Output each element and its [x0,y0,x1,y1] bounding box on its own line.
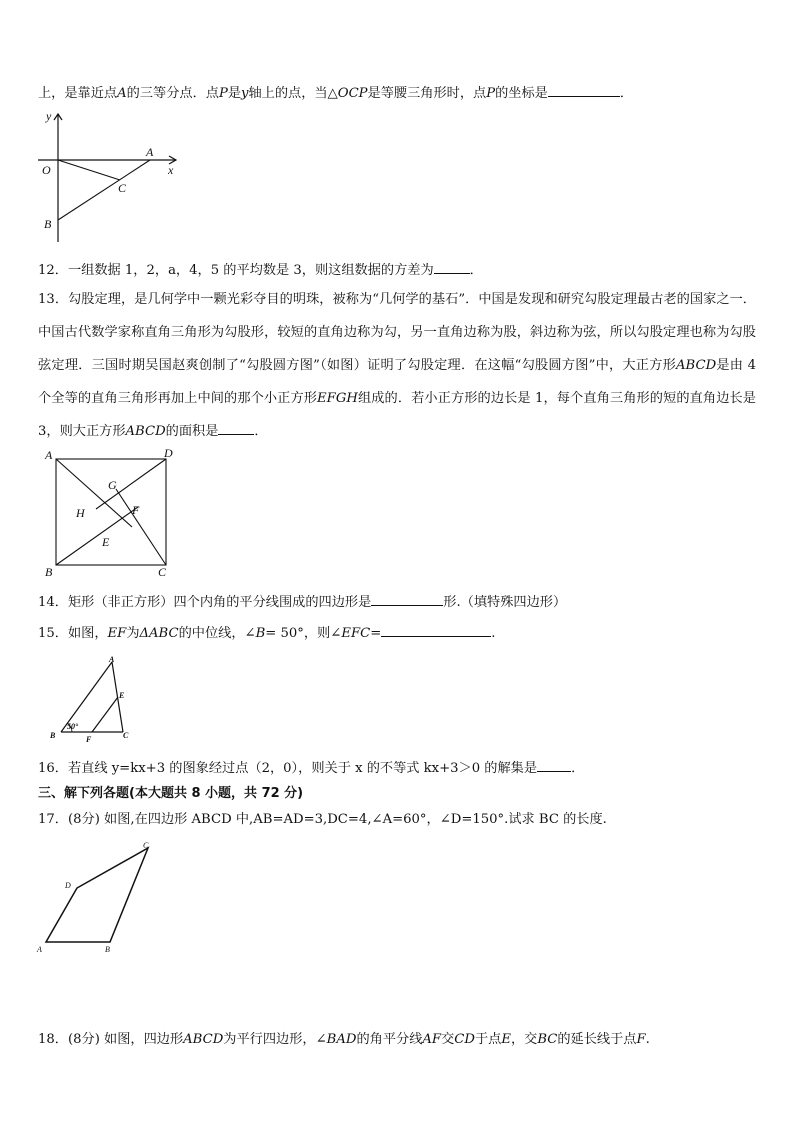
q13-part1: 13．勾股定理，是几何学中一颗光彩夺目的明珠，被称为“几何学的基石”．中国是发现和研究勾股定理最古老的国家之一．中国古代数学家称直角三角形为勾股形，较短的直角边称为勾，另一直角边称为股，斜边称为弦，所以勾股定理也称为勾股弦定理．三国时期吴国赵爽创制了“勾股圆方图”（如图）证明了勾股定理．在这幅“勾股圆方图”中，大正方形 [38,292,756,373]
q18-part7: 的延长线于点 [557,1032,637,1047]
q13-text [38,283,756,448]
q11-part4: 轴上的点，当△ [248,86,338,101]
q14-part2: 形.（填特殊四边形） [443,595,567,610]
q15-part3: 的中位线，∠ [178,626,256,641]
q15-triangle: ΔABC [139,626,179,641]
fig13-label-a: A [45,448,53,462]
q12-end: ． [469,263,483,278]
q15-part2: 为 [126,626,140,641]
fig13-label-f: F [132,503,140,517]
q15-part4: = 50°，则∠ [265,626,342,641]
fig13-label-g: G [108,478,117,492]
q18-part5: 于点 [474,1032,502,1047]
fig13-label-d: D [164,446,173,460]
q11-end: ． [619,86,634,101]
q11-text [38,84,633,103]
q15-text [38,624,495,643]
q13-efgh: EFGH [317,391,358,406]
q13-abcd: ABCD [676,358,717,373]
fig15-label-e: E [119,691,125,700]
fig13-label-e: E [102,535,110,549]
q14-part1: 14．矩形（非正方形）四个内角的平分线围成的四边形是 [38,595,372,610]
q18-part1: 18．(8分) 如图，四边形 [38,1032,184,1047]
q13-abcd2: ABCD [125,424,166,439]
q18-text [38,1031,650,1049]
fig13-label-h: H [76,506,85,520]
q11-triangle: OCP [337,86,368,101]
q18-part6: ，交 [510,1032,538,1047]
fig17-label-c: C [143,841,149,850]
q13-answer-blank[interactable] [218,422,254,435]
fig15-label-c: C [123,731,129,740]
q18-bad: BAD [326,1032,357,1047]
q18-end: . [645,1032,650,1047]
q11-point-a: A [117,86,127,101]
q13-part3: 组成的．若小正方形的边长是 1，每个直角三角形的短的直角边长是 3，则大正方形 [38,391,756,439]
q11-answer-blank[interactable] [548,84,620,97]
q17-quadrilateral-figure [34,836,164,956]
q11-part3: 是 [227,86,242,101]
q12-body: 12．一组数据 1，2，a，4，5 的平均数是 3，则这组数据的方差为 [38,263,434,278]
q15-triangle-figure [45,652,145,742]
fig13-label-c: C [158,565,167,579]
q12-answer-blank[interactable] [434,261,470,274]
fig15-label-angle: 50° [67,722,79,731]
section-3-heading: 三、解下列各题(本大题共 8 小题，共 72 分) [38,786,304,801]
q16-answer-blank[interactable] [537,759,571,772]
q11-part1: 上，是靠近点 [38,86,118,101]
fig11-label-o: O [42,163,51,177]
fig17-label-d: D [65,881,71,890]
fig17-label-a: A [37,945,42,954]
q15-ef: EF [107,626,127,641]
q11-axis-y: y [241,86,249,101]
q18-f: F [636,1032,646,1047]
fig15-label-a: A [109,655,115,664]
q16-text [38,759,584,778]
q18-bc: BC [537,1032,558,1047]
q13-part4: 的面积是 [165,424,219,439]
q11-point-p2: P [486,86,496,101]
q11-point-p: P [218,86,228,101]
fig15-label-f: F [86,735,92,744]
fig11-label-y: y [46,109,52,123]
q11-part5: 是等腰三角形时，点 [367,86,487,101]
q13-end: ． [254,424,268,439]
q18-part3: 的角平分线 [356,1032,423,1047]
q18-abcd: ABCD [183,1032,224,1047]
q13-part2: 是由 4 个全等的直角三角形再加上中间的那个小正方形 [38,358,756,406]
fig13-label-b: B [45,565,53,579]
fig11-label-a: A [146,145,154,159]
fig11-label-b: B [44,217,52,231]
q18-part2: 为平行四边形，∠ [223,1032,327,1047]
fig11-label-x: x [168,163,174,177]
q17-text: 17．(8分) 如图,在四边形 ABCD 中,AB=AD=3,DC=4,∠A=60°，∠D=150°.试求 BC 的长度. [38,812,607,827]
q15-part1: 15．如图， [38,626,108,641]
q15-answer-blank[interactable] [381,624,491,637]
q16-end: ． [571,761,585,776]
q16-body: 16．若直线 y=kx+3 的图象经过点（2，0），则关于 x 的不等式 kx+3＞0 的解集是 [38,761,538,776]
q11-coordinate-figure [36,108,196,248]
q15-b: B [255,626,266,641]
q12-text [38,261,483,280]
fig17-label-b: B [105,945,110,954]
q18-e: E [501,1032,511,1047]
q11-part6: 的坐标是 [495,86,548,101]
q18-cd: CD [454,1032,475,1047]
q18-part4: 交 [441,1032,455,1047]
q18-af: AF [422,1032,442,1047]
q15-part5: = [370,626,382,641]
fig11-label-c: C [118,181,127,195]
q14-answer-blank[interactable] [371,593,443,606]
q15-end: . [491,626,496,641]
q11-part2: 的三等分点．点 [126,86,219,101]
q13-square-figure [40,445,190,580]
q15-efc: EFC [341,626,371,641]
q14-text [38,593,566,612]
fig15-label-b: B [50,731,56,740]
